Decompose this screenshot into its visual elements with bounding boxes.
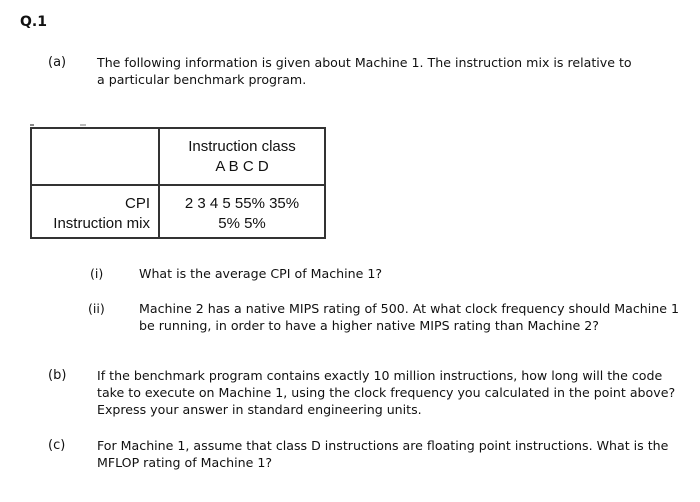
sub-ii-line-2: be running, in order to have a higher native MIPS rating than Machine 2?: [139, 318, 599, 333]
header-class-letters: A B C D: [215, 158, 269, 175]
part-b-label: (b): [48, 368, 67, 383]
part-b-line-3: Express your answer in standard engineering units.: [97, 402, 422, 417]
row-label-cpi: CPI: [124, 195, 150, 212]
part-b-text: [97, 367, 675, 418]
table-row-values: [160, 194, 324, 234]
sub-ii-line-1: Machine 2 has a native MIPS rating of 500. At what clock frequency should Machine 1: [139, 301, 679, 316]
sub-i-text: What is the average CPI of Machine 1?: [139, 266, 383, 281]
scan-mark: [30, 124, 34, 126]
table-header-cell: [160, 137, 324, 177]
part-b-line-2: take to execute on Machine 1, using the clock frequency you calculated in the point above?: [97, 385, 676, 400]
part-c-line-2: MFLOP rating of Machine 1?: [97, 455, 273, 470]
part-c-line-1: For Machine 1, assume that class D instructions are floating point instructions. What is the: [97, 438, 669, 453]
part-a-text: [97, 54, 632, 88]
header-instruction-class: Instruction class: [188, 138, 296, 155]
table-divider-horizontal: [32, 184, 324, 186]
part-a-label: (a): [48, 55, 67, 70]
part-b-line-1: If the benchmark program contains exactly 10 million instructions, how long will the code: [97, 368, 663, 383]
sub-ii-label: (ii): [88, 301, 105, 316]
part-c-text: [97, 437, 668, 471]
sub-ii-text: [139, 300, 679, 334]
row-label-instruction-mix: Instruction mix: [53, 215, 150, 232]
row-values-line-2: 5% 5%: [218, 215, 266, 232]
scan-mark: [80, 124, 86, 126]
part-c-label: (c): [48, 438, 66, 453]
table-row-labels: [32, 194, 150, 234]
sub-i-label: (i): [90, 266, 104, 281]
part-a-line-1: The following information is given about Machine 1. The instruction mix is relative to: [97, 55, 632, 70]
question-title: Q.1: [20, 14, 47, 30]
row-values-line-1: 2 3 4 5 55% 35%: [184, 195, 300, 212]
machine-table: [30, 127, 326, 239]
part-a-line-2: a particular benchmark program.: [97, 72, 307, 87]
